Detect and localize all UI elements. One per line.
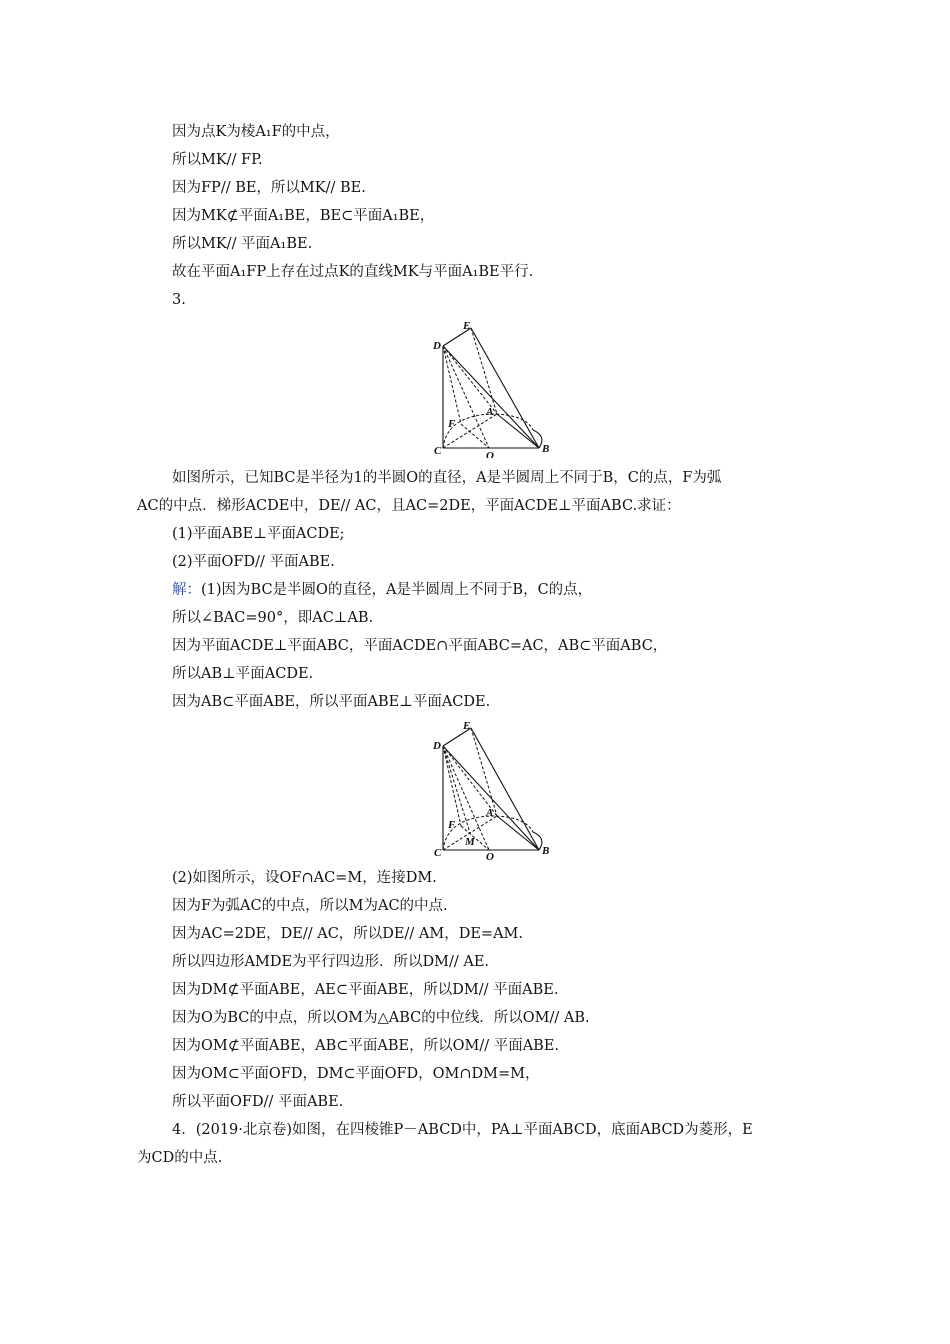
text-line: 因为FP// BE，所以MK// BE.	[172, 180, 366, 196]
solution-line: 因为AB⊂平面ABE，所以平面ABE⊥平面ACDE.	[172, 694, 491, 710]
label-D: D	[433, 340, 441, 352]
solution-line: 所以∠BAC=90°，即AC⊥AB.	[172, 610, 374, 626]
problem-4-statement: 4．(2019·北京卷)如图，在四棱锥P－ABCD中，PA⊥平面ABCD，底面ABCD为菱形，E	[172, 1122, 753, 1138]
solution-line: 因为AC=2DE，DE// AC，所以DE// AM，DE=AM.	[172, 926, 524, 942]
label-C: C	[434, 847, 442, 859]
label-B: B	[542, 443, 550, 455]
label-O: O	[486, 450, 494, 458]
geometry-figure-1	[425, 318, 560, 458]
label-C: C	[434, 445, 442, 457]
solution-text: (1)因为BC是半圆O的直径，A是半圆周上不同于B，C的点，	[201, 582, 593, 598]
solution-line: 所以AB⊥平面ACDE.	[172, 666, 314, 682]
problem-statement: 如图所示，已知BC是半径为1的半圆O的直径，A是半圆周上不同于B，C的点，F为弧	[172, 470, 722, 486]
text-line: 所以MK// FP.	[172, 152, 263, 168]
label-E: E	[463, 720, 471, 732]
solution-line: 因为OM⊂平面OFD，DM⊂平面OFD，OM∩DM=M，	[172, 1066, 540, 1082]
solution-line: 所以四边形AMDE为平行四边形．所以DM// AE.	[172, 954, 490, 970]
label-F: F	[448, 418, 456, 430]
label-E: E	[463, 320, 471, 332]
problem-number: 3.	[172, 292, 186, 308]
geometry-figure-2	[425, 718, 560, 860]
solution-line: 所以平面OFD// 平面ABE.	[172, 1094, 344, 1110]
label-O: O	[486, 851, 494, 860]
label-B: B	[542, 845, 550, 857]
solution-line: 因为O为BC的中点，所以OM为△ABC的中位线．所以OM// AB.	[172, 1010, 590, 1026]
question-1: (1)平面ABE⊥平面ACDE;	[172, 526, 345, 542]
problem-4-statement: 为CD的中点.	[137, 1150, 223, 1166]
solution-line: 因为平面ACDE⊥平面ABC，平面ACDE∩平面ABC=AC，AB⊂平面ABC，	[172, 638, 668, 654]
text-line: 因为MK⊄平面A₁BE，BE⊂平面A₁BE，	[172, 208, 435, 224]
solution-line: (2)如图所示，设OF∩AC=M，连接DM.	[172, 870, 437, 886]
solution-line: 因为DM⊄平面ABE，AE⊂平面ABE，所以DM// 平面ABE.	[172, 982, 559, 998]
label-A: A	[486, 807, 494, 819]
text-line: 因为点K为棱A₁F的中点，	[172, 124, 340, 140]
label-M: M	[465, 836, 475, 848]
label-D: D	[433, 740, 441, 752]
solution-line: 因为OM⊄平面ABE，AB⊂平面ABE，所以OM// 平面ABE.	[172, 1038, 560, 1054]
label-F: F	[448, 819, 456, 831]
problem-statement: AC的中点．梯形ACDE中，DE// AC，且AC=2DE，平面ACDE⊥平面ABC.求证：	[137, 498, 681, 514]
text-line: 故在平面A₁FP上存在过点K的直线MK与平面A₁BE平行.	[172, 264, 534, 280]
label-A: A	[486, 406, 494, 418]
solution-label: 解：	[172, 582, 201, 598]
question-2: (2)平面OFD// 平面ABE.	[172, 554, 335, 570]
text-line: 所以MK// 平面A₁BE.	[172, 236, 313, 252]
solution-line: 因为F为弧AC的中点，所以M为AC的中点.	[172, 898, 448, 914]
solution-line	[172, 580, 592, 600]
